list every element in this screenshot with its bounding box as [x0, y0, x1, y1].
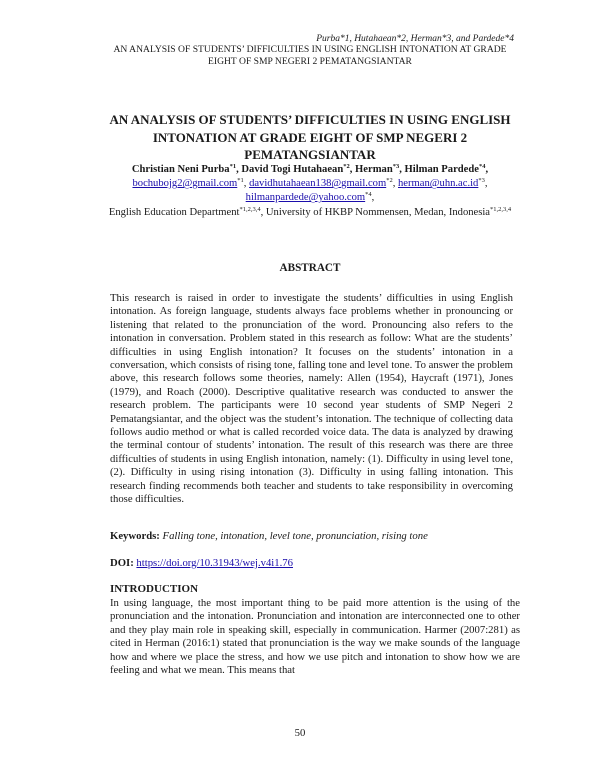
- author-name: Christian Neni Purba: [131, 164, 230, 175]
- author-marker: *1: [229, 163, 237, 170]
- author-name: David Togi Hutahaean: [241, 164, 344, 175]
- author-email-link[interactable]: davidhutahaean138@gmail.com: [249, 178, 387, 190]
- doi-label: DOI:: [110, 557, 134, 569]
- author-marker: *4: [478, 163, 486, 170]
- author-marker: *3: [478, 177, 485, 185]
- introduction-heading: INTRODUCTION: [110, 583, 199, 595]
- running-header-title: AN ANALYSIS OF STUDENTS’ DIFFICULTIES IN USING ENGLISH INTONATION AT GRADE EIGHT OF SMP NEGERI 2 PEMATANGSIANTAR: [113, 44, 507, 67]
- author-marker: *1: [237, 177, 244, 185]
- paper-title: AN ANALYSIS OF STUDENTS’ DIFFICULTIES IN USING ENGLISH INTONATION AT GRADE EIGHT OF SMP NEGERI 2 PEMATANGSIANTAR: [109, 112, 511, 162]
- author-block: [100, 163, 520, 220]
- keywords-line: [110, 530, 520, 542]
- author-marker: *4: [365, 191, 372, 199]
- abstract-heading: ABSTRACT: [279, 262, 341, 274]
- author-email-link[interactable]: hilmanpardede@yahoo.com: [245, 192, 366, 204]
- introduction-body: In using language, the most important thing to be paid more attention is the using of the pronunciation and the intonation. Pronunciation and intonation are interconnected one to other and they play main role in speaking skill, especially in communication. Harmer (2007:281) as cited in Herman (2016:1) stated that pronunciation is the way we make sounds of the language how and where we place the stress, and how we use pitch and intonation to show how we are feeling and what we mean. This means that: [110, 597, 520, 677]
- running-header-authors: Purba*1, Hutahaean*2, Herman*3, and Pardede*4: [316, 34, 514, 44]
- author-marker: *3: [392, 163, 400, 170]
- doi-line: [110, 557, 520, 569]
- author-email-link[interactable]: herman@uhn.ac.id: [398, 178, 479, 190]
- keywords-text: Falling tone, intonation, level tone, pronunciation, rising tone: [162, 530, 428, 542]
- author-name: Hilman Pardede: [404, 164, 479, 175]
- page-number: 50: [294, 727, 306, 739]
- author-marker: *2: [386, 177, 393, 185]
- abstract-body: This research is raised in order to investigate the students’ difficulties in using English intonation. As foreign language, students always face problems whether in pronouncing or listening that related to the pronunciation of the word. Pronouncing also refers to the intonation in conversation. Problem stated in this research as follow: What are the students’ difficulties in using English intonation? It focuses on the students’ intonation in a conversation, which consists of rising tone, falling tone and level tone. To answer the problem above, this research follows some theories, namely: Allen (1954), Haycraft (1971), Jones (1979), and Roach (2000). Descriptive qualitative research was conducted to answer the research problem. The participants were 10 second year students of SMP Negeri 2 Pematangsiantar, and the object was the student’s intonation. The technique of collecting data follows audio method or what is called recorded voice data. The data is analyzed by drawing the terminal contour of students’ intonation. The result of this research was there are three difficulties of students in using English intonation, namely: (1). Difficulty in using level tone, (2). Difficulty in using rising intonation (3). Difficulty in using falling intonation. This research finding recommends both teacher and students to take responsibility in overcoming those difficulties.: [110, 292, 513, 506]
- author-marker: *2: [343, 163, 350, 170]
- author-name: Herman: [355, 164, 393, 175]
- doi-link[interactable]: https://doi.org/10.31943/wej.v4i1.76: [136, 557, 293, 569]
- author-names: Christian Neni Purba$^{*1}$, David Togi Hutahaean$^{*2}$, Herman$^{*3}$, Hilman Pardede$^{*4}$,: [131, 163, 489, 175]
- author-emails: bochubojg2@gmail.com$^{*1}$, davidhutahaean138@gmail.com$^{*2}$, $herman@uhn.ac.id^{*3}$,: [132, 177, 488, 190]
- keywords-label: Keywords:: [110, 530, 160, 542]
- affiliation: English Education Department$^{*1,2,3,4}$, University of HKBP Nommensen, Medan, Indonesia$^{*1,2,3,4}$: [108, 205, 512, 218]
- author-email-link[interactable]: bochubojg2@gmail.com: [132, 178, 238, 190]
- author-emails-cont: hilmanpardede@yahoo.com$^{*4}$,: [245, 191, 375, 204]
